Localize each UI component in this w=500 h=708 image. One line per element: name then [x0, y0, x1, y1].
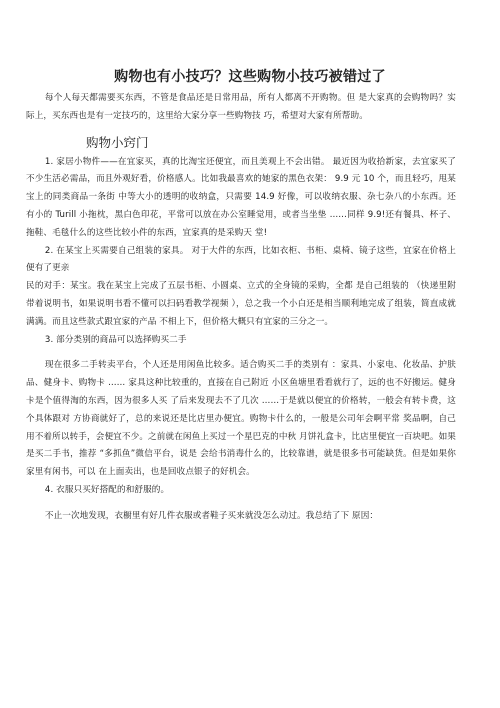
section-2-paragraph: 民的对手：某宝。我在某宝上完成了五层书柜、小圆桌、立式的全身镜的采购，全都 是自己组装的 （快递里附带着说明书，如果说明书看不懂可以扫码看教学视频 ），总之我一个小白还是相当顺利地完成了组装，简直成就满满。而且这些款式跟宜家的产品 不相上下，但价格大概只有宜家的三分之一。 — [26, 281, 456, 327]
spacer — [26, 349, 456, 357]
article-body — [26, 90, 456, 526]
spacer — [26, 500, 456, 508]
page-title: 购物也有小技巧？这些购物小技巧被错过了 — [114, 69, 386, 85]
section-2-heading: 2. 在某宝上买需要自己组装的家具。 对于大件的东西，比如衣柜、书柜、桌椅、镜子这些，宜家在价格上便有了更亲 — [26, 245, 456, 274]
section-3-paragraph: 现在很多二手转卖平台，个人还是用闲鱼比较多。适合购买二手的类别有 ：家具、小家电、化妆品、护肤品、健身卡、购物卡 …… 家具这种比较重的，直接在自己附近 小区鱼塘里看看就行了，远的也不好搬运。健身卡是个值得淘的东西，因为很多人买 了后来发现去不了几次 ……于是就以便宜的价格转，一般会有转卡费，这个具体跟对 方协商就好了，总的来说还是比店里办便宜。购物卡什么的，一般是公司年会啊平常 奖品啊，自己用不着所以转手，会便宜不少。之前就在闲鱼上买过一个星巴克的中秋 月饼礼盒卡，比店里便宜一百块吧。如果是买二手书，推荐 “多抓鱼”微信平台，说是 会给书消毒什么的，比较靠谱，就是很多书可能缺货。但是如果你家里有闲书，可以 在上面卖出，也是回收点银子的好机会。 — [26, 360, 456, 478]
section-1-paragraph: 1. 家居小物件——在宜家买，真的比淘宝还便宜，而且美观上不会出错。 最近因为收拾新家，去宜家买了不少生活必需品，而且外观好看，价格感人。比如我最喜欢的她家的黑色衣架： 9.9 元 10 个，而且轻巧，甩某宝上的同类商品一条街 中等大小的透明的收纳盒，只需要 14.9 好像，可以收纳衣服、杂七杂八的小东西。还 有小的 Turill 小拖枕，黑白色印花，平常可以放在办公室睡觉用，或者当坐垫 ……同样 9.9!还有餐具、杯子、拖鞋、毛毯什么的这些比较小件的东西，宜家真的是采购天 堂! — [26, 156, 456, 238]
intro-paragraph: 每个人每天都需要买东西，不管是食品还是日常用品，所有人都离不开购物。但 是大家真的会购物吗？实际上，买东西也是有一定技巧的，这里给大家分享一些购物技 巧，希望对大家有所帮助。 — [26, 93, 456, 121]
section-4-heading: 4. 衣服只买好搭配的和舒服的。 — [44, 484, 170, 495]
section-subheading: 购物小窍门 — [86, 134, 149, 150]
section-4-paragraph: 不止一次地发现，衣橱里有好几件衣服或者鞋子买来就没怎么动过。我总结了下 原因： — [44, 510, 379, 521]
section-3-heading: 3. 部分类别的商品可以选择购买二手 — [44, 334, 187, 345]
